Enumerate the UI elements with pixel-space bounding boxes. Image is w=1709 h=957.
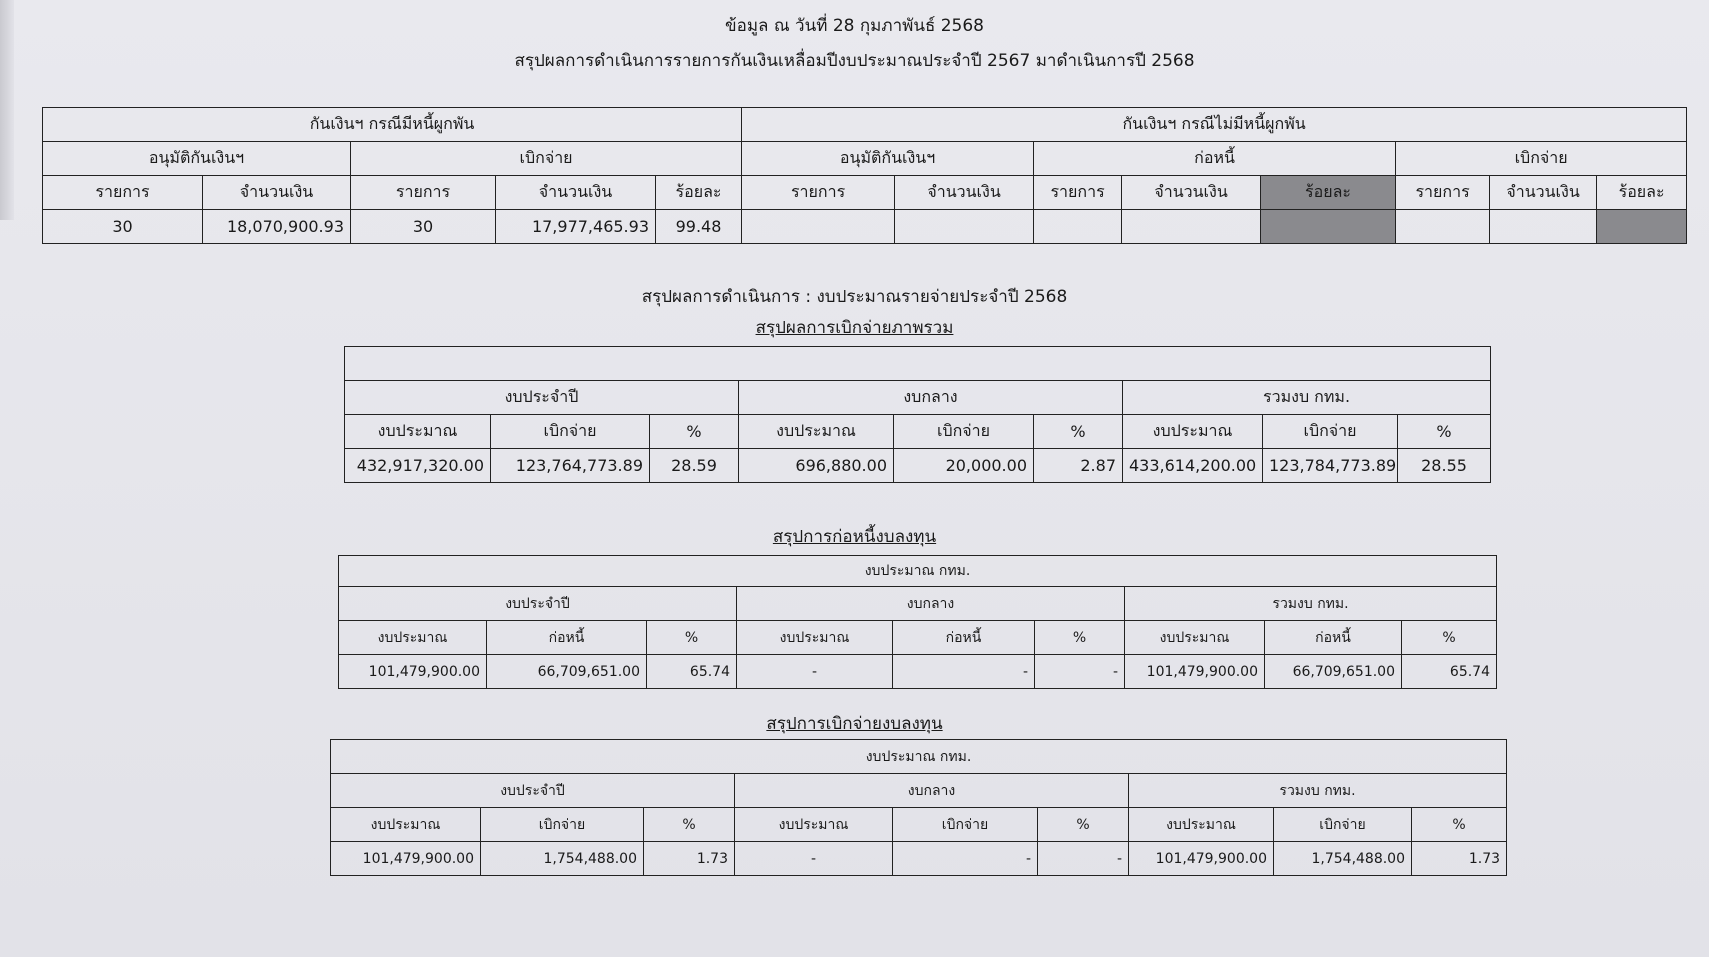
col-budget: งบประมาณ (339, 621, 487, 655)
col-pct: % (650, 415, 739, 449)
col-budget: งบประมาณ (1129, 808, 1274, 842)
col-budget: งบประมาณ (1125, 621, 1265, 655)
value-cell: 432,917,320.00 (345, 449, 491, 483)
col-items: รายการ (43, 176, 203, 210)
value-cell: 1,754,488.00 (1274, 842, 1412, 876)
col-pct: % (1412, 808, 1507, 842)
group-total: รวมงบ กทม. (1123, 381, 1491, 415)
capital-obligation-title: สรุปการก่อหนี้งบลงทุน (772, 527, 937, 547)
value-cell: 696,880.00 (739, 449, 894, 483)
section-title: สรุปผลการดำเนินการ : งบประมาณรายจ่ายประจำปี 2568 (641, 287, 1068, 307)
col-amount: จำนวนเงิน (1122, 176, 1261, 210)
table-row (331, 842, 1507, 876)
approve-items-cell: 30 (43, 210, 203, 244)
disburse-percent-cell: 99.48 (656, 210, 742, 244)
header-approve-committed: อนุมัติกันเงินฯ (43, 142, 351, 176)
col-pct: % (1035, 621, 1125, 655)
value-cell: 1.73 (1412, 842, 1507, 876)
capital-obligation-table (338, 555, 1497, 689)
approve-amount-cell: 18,070,900.93 (203, 210, 351, 244)
empty-cell (1122, 210, 1261, 244)
value-cell: - (1035, 655, 1125, 689)
carryover-table (42, 107, 1687, 244)
value-cell: - (737, 655, 893, 689)
col-budget: งบประมาณ (739, 415, 894, 449)
group-central: งบกลาง (735, 774, 1129, 808)
col-disburse: เบิกจ่าย (1263, 415, 1398, 449)
value-cell: 66,709,651.00 (487, 655, 647, 689)
shaded-cell (1261, 210, 1396, 244)
capital-disburse-table (330, 739, 1507, 876)
group-total: รวมงบ กทม. (1125, 587, 1497, 621)
value-cell: - (735, 842, 893, 876)
value-cell: 28.55 (1398, 449, 1491, 483)
value-cell: - (893, 655, 1035, 689)
header-approve-uncommitted: อนุมัติกันเงินฯ (742, 142, 1034, 176)
group-central: งบกลาง (737, 587, 1125, 621)
section-subtitle: สรุปผลการเบิกจ่ายภาพรวม (755, 318, 954, 338)
value-cell: 101,479,900.00 (331, 842, 481, 876)
table-row (339, 655, 1497, 689)
value-cell: 20,000.00 (894, 449, 1034, 483)
table-row (43, 210, 1687, 244)
value-cell: 123,784,773.89 (1263, 449, 1398, 483)
col-items: รายการ (742, 176, 895, 210)
document-subtitle: สรุปผลการดำเนินการรายการกันเงินเหลื่อมปีงบประมาณประจำปี 2567 มาดำเนินการปี 2568 (514, 51, 1195, 71)
col-percent: ร้อยละ (1261, 176, 1396, 210)
col-amount: จำนวนเงิน (496, 176, 656, 210)
col-amount: จำนวนเงิน (895, 176, 1034, 210)
header-uncommitted: กันเงินฯ กรณีไม่มีหนี้ผูกพัน (742, 108, 1687, 142)
value-cell: 2.87 (1034, 449, 1123, 483)
header-committed: กันเงินฯ กรณีมีหนี้ผูกพัน (43, 108, 742, 142)
col-pct: % (1034, 415, 1123, 449)
empty-cell (742, 210, 895, 244)
col-amount: จำนวนเงิน (1490, 176, 1597, 210)
value-cell: 1.73 (644, 842, 735, 876)
group-central: งบกลาง (739, 381, 1123, 415)
col-disburse: เบิกจ่าย (893, 808, 1038, 842)
header-disburse-uncommitted: เบิกจ่าย (1396, 142, 1687, 176)
col-disburse: เบิกจ่าย (894, 415, 1034, 449)
value-cell: 433,614,200.00 (1123, 449, 1263, 483)
col-amount: จำนวนเงิน (203, 176, 351, 210)
value-cell: 101,479,900.00 (1125, 655, 1265, 689)
value-cell: 65.74 (1402, 655, 1497, 689)
date-line: ข้อมูล ณ วันที่ 28 กุมภาพันธ์ 2568 (725, 16, 984, 36)
group-annual: งบประจำปี (331, 774, 735, 808)
value-cell: 65.74 (647, 655, 737, 689)
col-budget: งบประมาณ (735, 808, 893, 842)
value-cell: 123,764,773.89 (491, 449, 650, 483)
empty-cell (1034, 210, 1122, 244)
col-budget: งบประมาณ (345, 415, 491, 449)
top-header: งบประมาณ กทม. (331, 740, 1507, 774)
empty-cell (895, 210, 1034, 244)
col-pct: % (1038, 808, 1129, 842)
col-obligation: ก่อหนี้ (1265, 621, 1402, 655)
col-obligation: ก่อหนี้ (893, 621, 1035, 655)
col-budget: งบประมาณ (737, 621, 893, 655)
col-budget: งบประมาณ (1123, 415, 1263, 449)
col-items: รายการ (1034, 176, 1122, 210)
header-disburse-committed: เบิกจ่าย (351, 142, 742, 176)
empty-cell (1490, 210, 1597, 244)
col-items: รายการ (1396, 176, 1490, 210)
top-header: งบประมาณ กทม. (339, 556, 1497, 587)
shaded-cell (1597, 210, 1687, 244)
value-cell: - (1038, 842, 1129, 876)
col-disburse: เบิกจ่าย (1274, 808, 1412, 842)
disburse-amount-cell: 17,977,465.93 (496, 210, 656, 244)
overall-table (344, 346, 1491, 483)
value-cell: 101,479,900.00 (339, 655, 487, 689)
table-row (345, 449, 1491, 483)
capital-disburse-title: สรุปการเบิกจ่ายงบลงทุน (766, 714, 943, 734)
col-budget: งบประมาณ (331, 808, 481, 842)
col-pct: % (647, 621, 737, 655)
col-disburse: เบิกจ่าย (481, 808, 644, 842)
value-cell: - (893, 842, 1038, 876)
col-obligation: ก่อหนี้ (487, 621, 647, 655)
value-cell: 1,754,488.00 (481, 842, 644, 876)
col-percent: ร้อยละ (1597, 176, 1687, 210)
group-annual: งบประจำปี (345, 381, 739, 415)
empty-cell (1396, 210, 1490, 244)
col-pct: % (1402, 621, 1497, 655)
col-pct: % (1398, 415, 1491, 449)
value-cell: 28.59 (650, 449, 739, 483)
value-cell: 66,709,651.00 (1265, 655, 1402, 689)
col-percent: ร้อยละ (656, 176, 742, 210)
header-obligation-uncommitted: ก่อหนี้ (1034, 142, 1396, 176)
col-disburse: เบิกจ่าย (491, 415, 650, 449)
group-total: รวมงบ กทม. (1129, 774, 1507, 808)
blank-header-row (345, 347, 1491, 381)
disburse-items-cell: 30 (351, 210, 496, 244)
col-pct: % (644, 808, 735, 842)
group-annual: งบประจำปี (339, 587, 737, 621)
col-items: รายการ (351, 176, 496, 210)
value-cell: 101,479,900.00 (1129, 842, 1274, 876)
